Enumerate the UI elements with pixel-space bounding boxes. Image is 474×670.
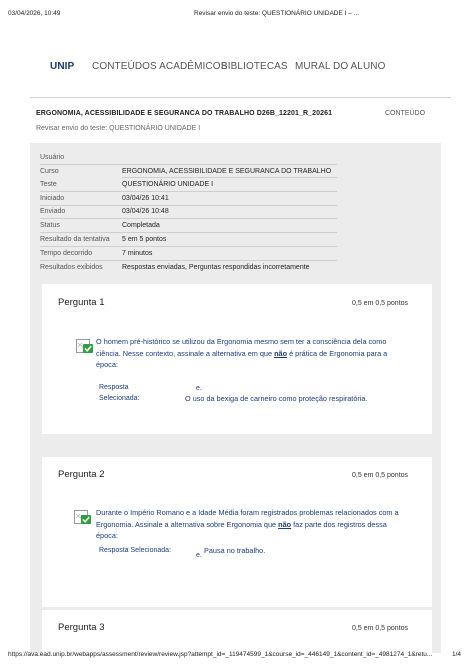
course-title: ERGONOMIA, ACESSIBILIDADE E SEGURANCA DO TRABALHO D26B_12201_R_20261 (36, 110, 333, 117)
content-link[interactable]: CONTEÚDO (385, 110, 426, 117)
question-text: Durante o Império Romano e a Idade Média foram registrados problemas relacionados com a Ergonomia. Assinale a alternativa sobre Ergonomia que não faz parte dos registros dessa época: (96, 508, 399, 540)
nav-unip[interactable]: UNIP (50, 61, 75, 72)
top-nav (0, 61, 474, 75)
info-value-tempo: 7 minutos (122, 250, 153, 257)
info-value-resultado: 5 em 5 pontos (122, 236, 167, 243)
print-page-number: 1/4 (452, 651, 462, 658)
nav-bibliotecas[interactable]: BIBLIOTECAS (221, 61, 288, 72)
info-value-iniciado: 03/04/26 10:41 (122, 195, 169, 202)
info-value-resultados-exibidos: Respostas enviadas, Perguntas respondidas incorretamente (122, 264, 310, 271)
print-title: Revisar envio do teste: QUESTIONÁRIO UNIDADE I – ... (194, 10, 360, 17)
info-value-teste: QUESTIONÁRIO UNIDADE I (122, 181, 214, 188)
print-datetime: 03/04/2026, 10:49 (8, 10, 61, 17)
info-value-curso: ERGONOMIA, ACESSIBILIDADE E SEGURANCA DO TRABALHO (122, 168, 332, 175)
nav-mural-do-aluno[interactable]: MURAL DO ALUNO (295, 61, 386, 72)
info-label-resultado: Resultado da tentativa (40, 236, 110, 243)
answer-text: O uso da bexiga de carneiro como proteção respiratória. (185, 394, 368, 403)
answer-label: Resposta Selecionada: (99, 547, 171, 554)
question-score: 0,5 em 0,5 pontos (352, 472, 409, 479)
question-text: O homem pré-histórico se utilizou da Ergonomia mesmo sem ter a consciência dela como ciência. Nesse contexto, assinale a alternativa em que não é prática de Ergonomia para a época: (96, 337, 388, 369)
answer-label-line1: Resposta (99, 384, 129, 391)
row-divider (40, 218, 337, 219)
question-title: Pergunta 2 (58, 469, 105, 480)
info-label-resultados-exibidos: Resultados exibidos (40, 264, 103, 271)
info-label-curso: Curso (40, 168, 59, 175)
divider (30, 97, 451, 98)
row-divider (40, 246, 337, 247)
info-value-enviado: 03/04/26 10:48 (122, 208, 169, 215)
question-title: Pergunta 1 (58, 297, 105, 308)
info-label-enviado: Enviado (40, 208, 66, 215)
correct-check-icon (76, 339, 94, 354)
info-label-tempo: Tempo decorrido (40, 250, 93, 257)
answer-label-line2: Selecionada: (99, 395, 140, 402)
info-label-teste: Teste (40, 181, 57, 188)
emphasis-nao: não (278, 519, 292, 529)
question-score: 0,5 em 0,5 pontos (352, 300, 409, 307)
emphasis-nao: não (274, 348, 288, 358)
row-divider (40, 260, 337, 261)
info-label-usuario: Usuário (40, 154, 65, 161)
answer-letter: e. (196, 552, 202, 559)
print-url: https://ava.ead.unip.br/webapps/assessment/review/review.jsp?attempt_id=_119474599_1&course_id=_446149_1&content_id=_4981274_1&retu... (8, 651, 433, 658)
nav-conteudos-academicos[interactable]: CONTEÚDOS ACADÊMICOS (92, 61, 228, 72)
info-label-iniciado: Iniciado (40, 195, 65, 202)
question-title: Pergunta 3 (58, 622, 105, 633)
info-label-status: Status (40, 222, 60, 229)
answer-letter: e. (196, 385, 202, 392)
row-divider (122, 177, 337, 178)
page-subtitle: Revisar envio do teste: QUESTIONÁRIO UNIDADE I (36, 125, 201, 132)
row-divider (40, 164, 337, 165)
row-divider (40, 191, 337, 192)
question-score: 0,5 em 0,5 pontos (352, 625, 409, 632)
answer-text: Pausa no trabalho. (204, 546, 266, 555)
info-value-status: Completada (122, 222, 160, 229)
row-divider (40, 205, 337, 206)
correct-check-icon (74, 510, 92, 525)
row-divider (40, 232, 337, 233)
